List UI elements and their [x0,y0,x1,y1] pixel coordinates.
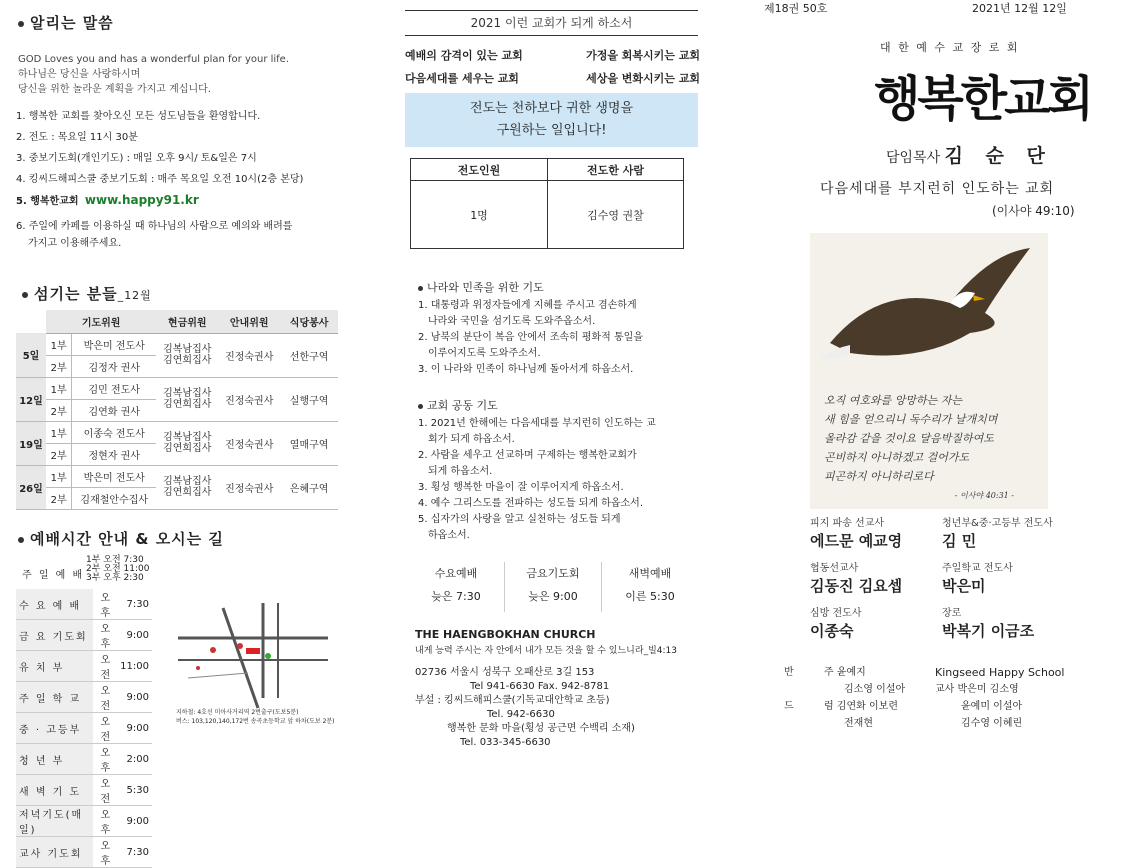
intro-line: GOD Loves you and has a wonderful plan for your life. [18,54,290,65]
food-cell: 실행구역 [280,377,338,421]
prayer-cell: 박은미 전도사 [72,465,157,487]
band-label: 반 [784,667,794,678]
food-cell: 선한구역 [280,333,338,377]
prayer-cell: 박은미 전도사 [72,333,157,355]
count-cell: 1명 [411,181,548,249]
motto-item: 다음세대를 세우는 교회 [405,72,519,85]
bullet-icon [18,537,24,543]
band-row [784,681,934,698]
church-title: 교회 공동 기도 [427,399,498,412]
notice-item: 6. 주일에 카페를 이용하실 때 하나님의 사람으로 예의와 배려를 [16,221,293,232]
sunday-label: 주 일 예 배 [22,570,85,581]
prayer-item: 이루어지도록 도와주소서. [428,348,541,359]
notice-item: 4. 킹씨드해피스쿨 중보기도회 : 매주 목요일 오전 10시(2층 본당) [16,174,304,185]
money-name: 김복남집사 [163,388,212,399]
motto-item: 예배의 감격이 있는 교회 [405,49,523,62]
weekly-name: 금요기도회 [526,567,580,580]
table-row [16,651,152,682]
prayer-cell: 정현자 권사 [72,443,157,465]
food-cell: 은혜구역 [280,465,338,509]
staff-name: 박은미 [942,577,986,595]
school-title: Kingseed Happy School [935,666,1065,679]
band-label [784,715,824,732]
map[interactable] [168,598,336,738]
header-guide: 안내위원 [218,310,280,333]
prayer-item: 1. 대통령과 위정자들에게 지혜를 주시고 겸손하게 [418,300,637,311]
weekly-time: 늦은 9:00 [528,590,578,603]
service-time: 11:00 [117,651,152,682]
vision-statement: 다음세대를 부지런히 인도하는 교회 [820,181,1055,197]
weekly-name: 수요예배 [434,567,478,580]
notice-heading [18,12,114,33]
week-cell: 26일 [16,465,46,509]
serve-heading [22,283,152,304]
service-ampm: 오후 [93,744,117,775]
nation-title: 나라와 민족을 위한 기도 [427,281,544,294]
banner-line: 전도는 천하보다 귀한 생명을 [469,101,634,116]
week-cell: 5일 [16,333,46,377]
notice-item-text: 5. 행복한교회 [16,196,79,207]
address-line: 부설 : 킹씨드해피스쿨(기독교대안학교 초등) [415,695,610,706]
person-cell: 김수영 권찰 [548,181,684,249]
website-link[interactable]: www.happy91.kr [84,193,199,207]
weekly-name: 새벽예배 [628,567,672,580]
pastor-label: 담임목사 [886,150,941,166]
prayer-cell: 이종숙 전도사 [72,421,157,443]
staff-role: 피지 파송 선교사 [810,518,884,529]
header-blank [16,310,46,333]
notice-title: 알리는 말씀 [30,14,114,32]
address-line: Tel. 033-345-6630 [460,737,551,748]
table-header [411,159,684,181]
header-money: 현금위원 [156,310,218,333]
service-ampm: 오후 [93,620,117,651]
school-list [935,664,1115,732]
part-cell: 2부 [46,355,72,377]
weekly-services [408,562,698,612]
school-line: 윤예미 이설아 [961,701,1023,712]
motto-row [405,44,700,67]
service-body [16,589,152,868]
notice-item [16,190,303,212]
school-line: 김수영 이혜린 [961,718,1023,729]
prayer-item: 되게 하옵소서. [428,466,493,477]
address-block [415,666,715,750]
verse-line: 곤비하지 아니하겠고 걸어가도 [824,451,970,464]
table-header [16,310,338,333]
band-row [784,698,934,715]
sunday-time: 1부 오전 7:30 [86,555,144,565]
prayer-cell: 김정자 권사 [72,355,157,377]
verse-line: 오직 여호와를 앙망하는 자는 [824,394,963,407]
prayer-item: 2. 남북의 분단이 복음 안에서 조속히 평화적 통일을 [418,332,643,343]
nation-prayer [418,280,708,378]
weekly-time: 늦은 7:30 [431,590,481,603]
prayer-item: 3. 이 나라와 민족이 하나님께 돌아서게 하옵소서. [418,364,634,375]
staff-member [810,514,902,551]
guide-cell: 진정숙권사 [218,421,280,465]
service-time: 7:30 [117,837,152,868]
weekly-service [408,562,505,612]
band-row [784,715,934,732]
food-cell: 열매구역 [280,421,338,465]
address-line: 행복한 문화 마을(횡성 공근면 수백리 소재) [447,723,635,734]
money-cell [156,333,218,377]
verse: 내게 능력 주시는 자 안에서 내가 모든 것을 할 수 있느니라_빌4:13 [415,646,677,656]
map-caption: 버스: 103,120,140,172번 송곡초등학교 앞 하차(도보 2분) [176,718,335,725]
verse-source: - 이사야 40:31 - [954,491,1014,500]
band-names: 럼 김연화 이보련 [824,701,898,712]
eagle-icon [810,233,1048,383]
guide-cell: 진정숙권사 [218,333,280,377]
table-row [16,421,338,443]
money-name: 김연희집사 [163,443,212,454]
money-name: 김연희집사 [163,355,212,366]
evangelism-table [410,158,684,249]
prayer-item: 1. 2021년 한해에는 다음세대를 부지런히 인도하는 교 [418,418,656,429]
staff-member [942,604,1034,641]
pastor-name: 김 순 단 [944,145,1053,167]
service-time: 7:30 [117,589,152,620]
verse-line: 새 힘을 얻으리니 독수리가 날개치며 [824,413,998,426]
band-names: 김소영 이설아 [844,684,906,695]
prayer-item: 하옵소서. [428,530,470,541]
money-name: 김복남집사 [163,344,212,355]
verse-line: 올라감 같을 것이요 달음박질하여도 [824,432,994,445]
staff-name: 에드문 예교영 [810,532,903,550]
prayer-item: 나라와 국민을 섬기도록 도와주옵소서. [428,316,596,327]
weekly-time: 이른 5:30 [625,590,675,603]
church-list [418,416,708,544]
notice-item: 가지고 이용해주세요. [28,238,122,249]
prayer-item: 3. 횡성 행복한 마을이 잘 이루어지게 하옵소서. [418,482,624,493]
right-column [740,0,1123,794]
table-row [16,620,152,651]
money-cell [156,421,218,465]
table-row [16,806,152,837]
banner-line: 구원하는 일입니다! [496,123,607,138]
staff-member [810,604,861,641]
bulletin-date: 2021년 12월 12일 [972,2,1067,15]
serve-title: 섬기는 분들 [34,285,118,303]
prayer-cell: 김민 전도사 [72,377,157,399]
pastor-line [886,141,1053,168]
service-name: 주 일 학 교 [16,682,93,713]
motto-row [405,67,700,90]
table-row [16,775,152,806]
part-cell: 1부 [46,377,72,399]
school-line: 교사 박은미 김소영 [935,684,1019,695]
service-name: 새 벽 기 도 [16,775,93,806]
church-prayer [418,398,708,544]
prayer-cell: 김재철안수집사 [72,487,157,509]
motto-item: 가정을 회복시키는 교회 [586,49,700,62]
calligraphy-verse [824,391,1044,505]
service-name: 저녁기도(매일) [16,806,93,837]
band-label [784,681,824,698]
guide-cell: 진정숙권사 [218,377,280,421]
sunday-time: 3부 오후 2:30 [86,573,144,583]
sunday-time: 2부 오전 11:00 [86,564,150,574]
table-row [16,589,152,620]
serve-table [16,310,338,510]
header-food: 식당봉사 [280,310,338,333]
table-row [16,837,152,868]
money-cell [156,377,218,421]
weekly-service [602,562,698,612]
header-count: 전도인원 [411,159,548,181]
staff-member [942,514,1053,551]
vision-reference: (이사야 49:10) [992,204,1075,218]
bullet-icon [418,404,423,409]
prayer-item: 4. 예수 그리스도를 전파하는 성도들 되게 하옵소서. [418,498,643,509]
nation-list [418,298,708,378]
staff-name: 김 민 [942,532,977,550]
address-line: Tel. 942-6630 [487,709,555,720]
band-row [784,664,934,681]
service-time: 9:00 [117,620,152,651]
week-cell: 19일 [16,421,46,465]
table-row [16,682,152,713]
table-row [16,333,338,355]
bullet-icon [18,21,24,27]
week-cell: 12일 [16,377,46,421]
staff-role: 주일학교 전도사 [942,563,1013,574]
service-name: 금 요 기도회 [16,620,93,651]
notice-item: 3. 중보기도회(개인기도) : 매일 오후 9시/ 토&일은 7시 [16,153,257,164]
header-person: 전도한 사람 [548,159,684,181]
band-names: 주 윤예지 [824,667,866,678]
service-name: 중 · 고등부 [16,713,93,744]
band-list [784,664,934,732]
part-cell: 2부 [46,399,72,421]
table-row [16,713,152,744]
prayer-item: 회가 되게 하옵소서. [428,434,515,445]
time-title: 예배시간 안내 & 오시는 길 [30,530,224,548]
service-time: 9:00 [117,713,152,744]
eagle-calligraphy-image [810,233,1048,509]
service-table [16,589,152,868]
part-cell: 1부 [46,465,72,487]
money-name: 김연희집사 [163,399,212,410]
money-cell [156,465,218,509]
part-cell: 1부 [46,421,72,443]
serve-body [16,333,338,509]
part-cell: 2부 [46,487,72,509]
motto-title: 2021 이런 교회가 되게 하소서 [405,10,698,36]
guide-cell: 진정숙권사 [218,465,280,509]
service-ampm: 오전 [93,651,117,682]
logo-text: 행복한교회 [874,71,1091,127]
volume-number: 제18권 50호 [764,2,828,15]
table-row [16,465,338,487]
denomination: 대 한 예 수 교 장 로 회 [880,41,1020,54]
service-time: 9:00 [117,806,152,837]
part-cell: 2부 [46,443,72,465]
table-row [16,377,338,399]
service-ampm: 오전 [93,713,117,744]
church-name-en: THE HAENGBOKHAN CHURCH [415,628,596,641]
left-column [0,0,380,867]
service-ampm: 오후 [93,837,117,868]
service-ampm: 오후 [93,589,117,620]
service-name: 청 년 부 [16,744,93,775]
staff-role: 심방 전도사 [810,608,862,619]
staff-role: 협동선교사 [810,563,859,574]
table-row [16,744,152,775]
table-row [411,181,684,249]
money-name: 김연희집사 [163,487,212,498]
time-heading [18,528,224,549]
service-ampm: 오후 [93,806,117,837]
church-info [415,628,715,750]
service-ampm: 오전 [93,682,117,713]
band-label: 드 [784,701,794,712]
address-line: 02736 서울시 성북구 오패산로 3길 153 [415,667,595,678]
service-ampm: 오전 [93,775,117,806]
prayer-item: 2. 사람을 세우고 선교하며 구제하는 행복한교회가 [418,450,637,461]
prayer-item: 5. 십자가의 사랑을 알고 실천하는 성도들 되게 [418,514,621,525]
evangelism-banner [405,93,698,147]
intro-line: 하나님은 당신을 사랑하시며 [18,69,141,80]
staff-name: 박복기 이금조 [942,622,1035,640]
service-name: 유 치 부 [16,651,93,682]
church-heading [418,398,708,414]
notice-item: 1. 행복한 교회를 찾아오신 모든 성도님들을 환영합니다. [16,111,261,122]
prayer-cell: 김연화 권사 [72,399,157,421]
part-cell: 1부 [46,333,72,355]
notice-list [16,106,303,254]
address-line: Tel 941-6630 Fax. 942-8781 [470,681,610,692]
staff-name: 이종숙 [810,622,854,640]
service-time: 9:00 [117,682,152,713]
sunday-times [86,556,149,583]
map-caption: 지하철: 4호선 미아사거리역 2번출구(도보5분) [176,709,299,716]
sunday-service [18,556,158,586]
staff-role: 장로 [942,608,962,619]
serve-month: _12월 [117,289,152,302]
weekly-service [505,562,602,612]
band-names: 전재현 [844,718,873,729]
bullet-icon [418,286,423,291]
money-name: 김복남집사 [163,432,212,443]
intro-line: 당신을 위한 놀라운 계획을 가지고 계십니다. [18,84,211,95]
map-captions [176,708,335,726]
motto-list [405,44,700,90]
motto-item: 세상을 변화시키는 교회 [586,72,700,85]
header-prayer: 기도위원 [46,310,156,333]
service-name: 수 요 예 배 [16,589,93,620]
verse-line: 피곤하지 아니하리로다 [824,470,934,483]
notice-item: 2. 전도 : 목요일 11시 30분 [16,132,138,143]
service-time: 5:30 [117,775,152,806]
staff-name: 김동진 김요셉 [810,577,903,595]
intro-text [18,52,289,97]
staff-member [810,559,902,596]
service-time: 2:00 [117,744,152,775]
service-name: 교사 기도회 [16,837,93,868]
church-logo [874,60,1091,129]
middle-column [400,0,710,794]
bullet-icon [22,292,28,298]
staff-role: 청년부&중·고등부 전도사 [942,518,1053,529]
nation-heading [418,280,708,296]
money-name: 김복남집사 [163,476,212,487]
staff-member [942,559,1013,596]
